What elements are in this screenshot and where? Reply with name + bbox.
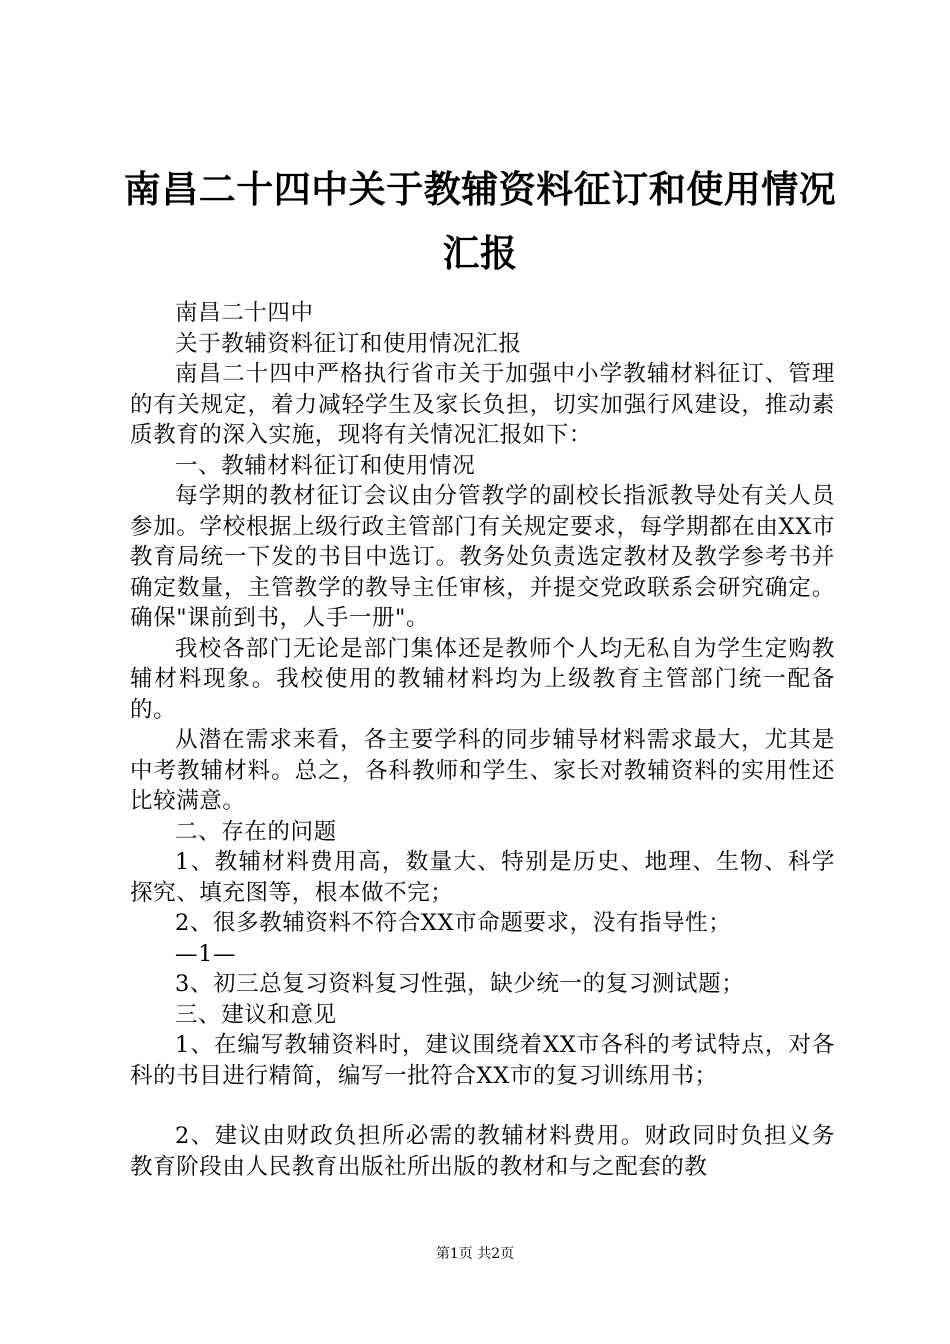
- problem-item-3: 3、初三总复习资料复习性强，缺少统一的复习测试题；: [175, 971, 745, 997]
- document-title: 南昌二十四中关于教辅资料征订和使用情况汇报: [123, 168, 837, 275]
- section-heading-3: 三、建议和意见: [175, 1001, 337, 1028]
- problem-item-2: 2、很多教辅资料不符合XX市命题要求，没有指导性；: [175, 910, 732, 936]
- suggestion-item-2: 2、建议由财政负担所必需的教辅材料费用。财政同时负担义务教育阶段由人民教育出版社所出版的教材和与之配套的教: [130, 1123, 835, 1180]
- page-number-marker: —1—: [175, 940, 237, 967]
- document-body: [130, 298, 835, 1182]
- paragraph-report-subtitle: 关于教辅资料征订和使用情况汇报: [175, 330, 522, 357]
- paragraph-demand: 从潜在需求来看，各主要学科的同步辅导材料需求最大，尤其是中考教辅材料。总之，各科教师和学生、家长对教辅资料的实用性还比较满意。: [130, 727, 835, 814]
- paragraph-ordering-process: 每学期的教材征订会议由分管教学的副校长指派教导处有关人员参加。学校根据上级行政主管部门有关规定要求，每学期都在由XX市教育局统一下发的书目中选订。教务处负责选定教材及教学参考书并确定数量，主管教学的教导主任审核，并提交党政联系会研究确定。确保"课前到书，人手一册"。: [130, 483, 835, 631]
- page-footer: 第1页 共2页: [435, 1246, 515, 1262]
- section-heading-2: 二、存在的问题: [175, 818, 337, 845]
- problem-item-1: 1、教辅材料费用高，数量大、特别是历史、地理、生物、科学探究、填充图等，根本做不完；: [130, 849, 835, 906]
- paragraph-no-private-orders: 我校各部门无论是部门集体还是教师个人均无私自为学生定购教辅材料现象。我校使用的教辅材料均为上级教育主管部门统一配备的。: [130, 635, 835, 723]
- suggestion-item-1: 1、在编写教辅资料时，建议围绕着XX市各科的考试特点，对各科的书目进行精简，编写一批符合XX市的复习训练用书；: [130, 1032, 835, 1089]
- paragraph-intro: 南昌二十四中严格执行省市关于加强中小学教辅材料征订、管理的有关规定，着力减轻学生及家长负担，切实加强行风建设，推动素质教育的深入实施，现将有关情况汇报如下：: [130, 361, 835, 448]
- paragraph-school-name: 南昌二十四中: [175, 300, 314, 326]
- section-heading-1: 一、教辅材料征订和使用情况: [175, 452, 476, 479]
